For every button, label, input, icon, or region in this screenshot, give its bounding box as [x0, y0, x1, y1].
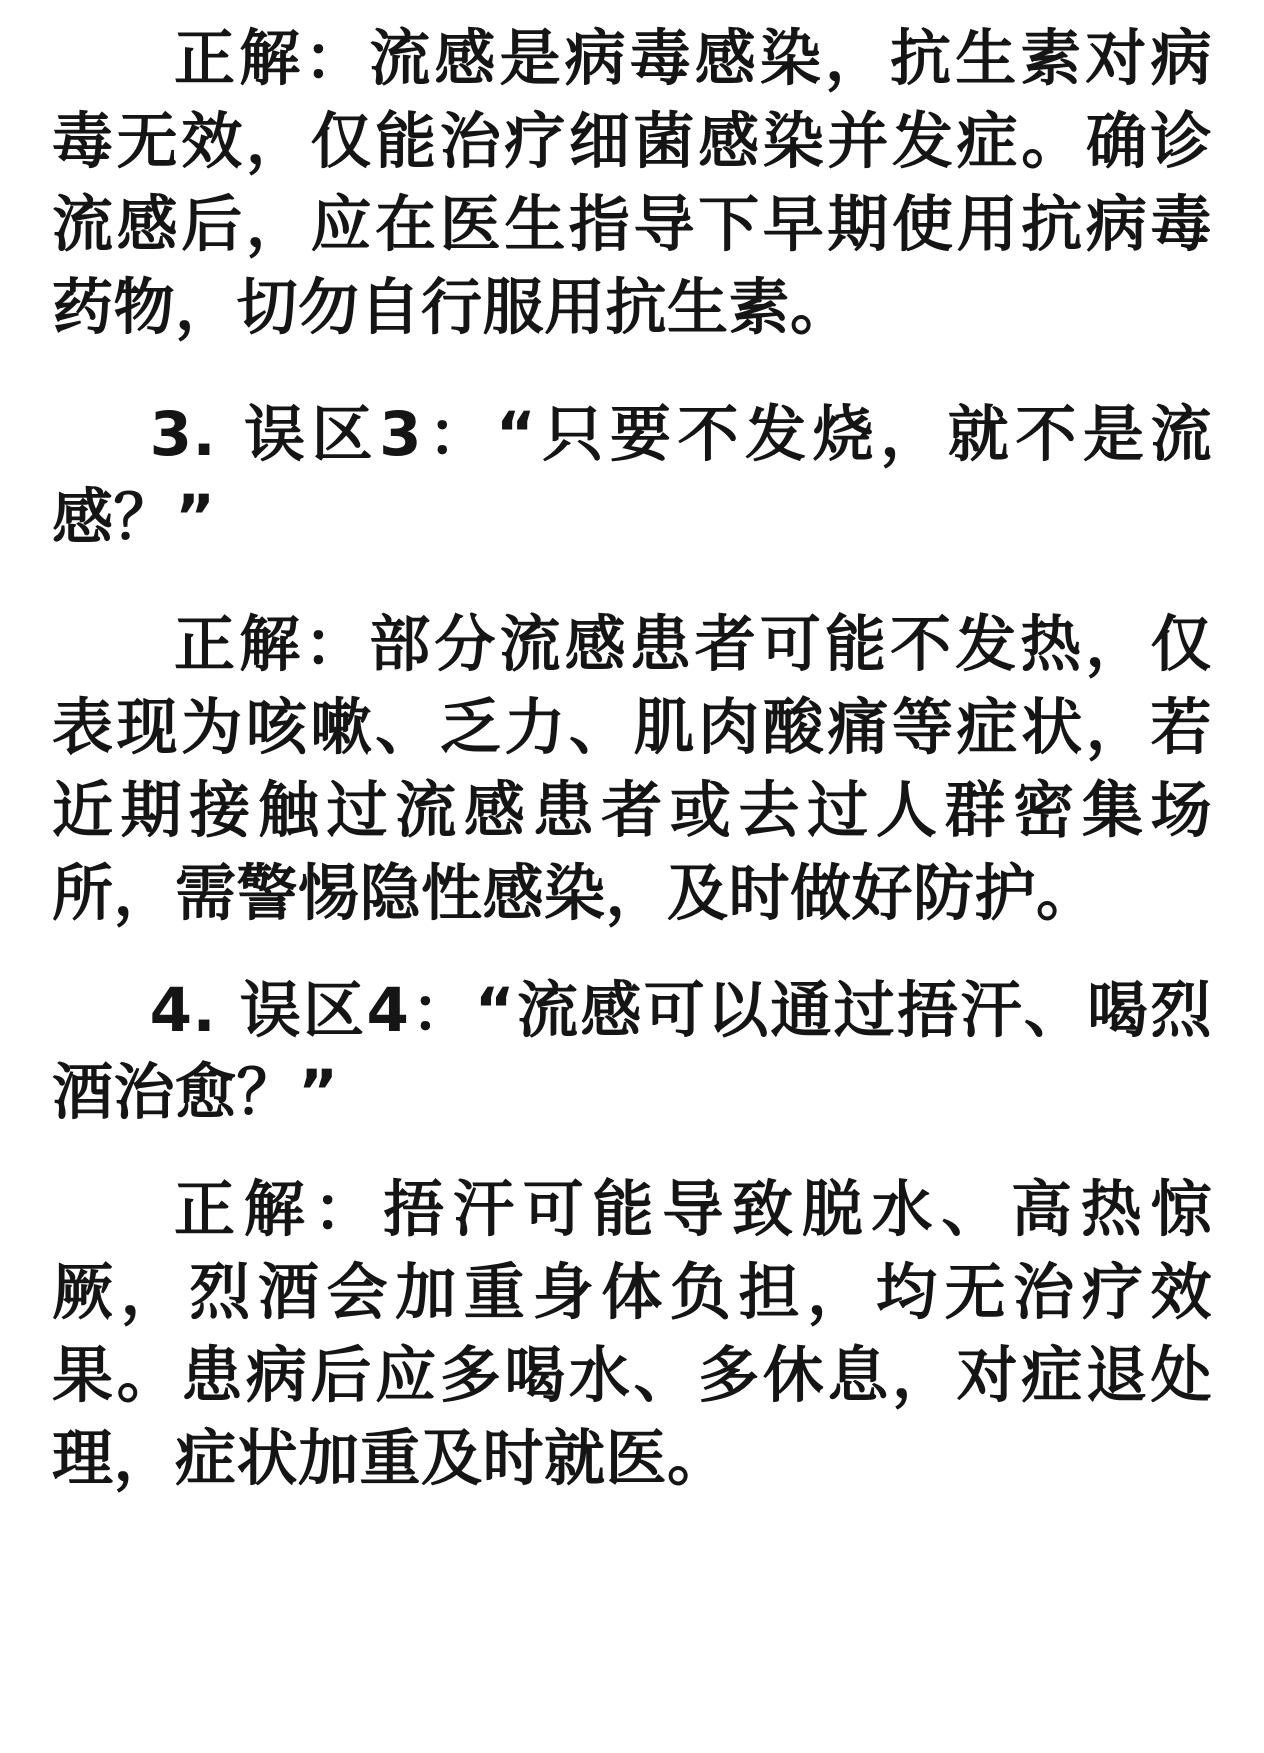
- paragraph-answer-4: 正解：捂汗可能导致脱水、高热惊厥，烈酒会加重身体负担，均无治疗效果。患病后应多喝水、多休息，对症退处理，症状加重及时就医。: [52, 1174, 1212, 1495]
- paragraph-answer-2: 正解：流感是病毒感染，抗生素对病毒无效，仅能治疗细菌感染并发症。确诊流感后，应在医生指导下早期使用抗病毒药物，切勿自行服用抗生素。: [52, 23, 1212, 343]
- paragraph-answer-3: 正解：部分流感患者可能不发热，仅表现为咳嗽、乏力、肌肉酸痛等症状，若近期接触过流感患者或去过人群密集场所，需警惕隐性感染，及时做好防护。: [52, 608, 1212, 929]
- paragraph-spacer: [52, 350, 1212, 394]
- paragraph-myth-3: 3. 误区3：“只要不发烧，就不是流感？”: [52, 398, 1212, 553]
- paragraph-spacer: [52, 1135, 1212, 1169]
- paragraph-spacer: [52, 936, 1212, 970]
- paragraph-spacer: [52, 560, 1212, 604]
- paragraph-myth-4: 4. 误区4：“流感可以通过捂汗、喝烈酒治愈？”: [52, 974, 1212, 1129]
